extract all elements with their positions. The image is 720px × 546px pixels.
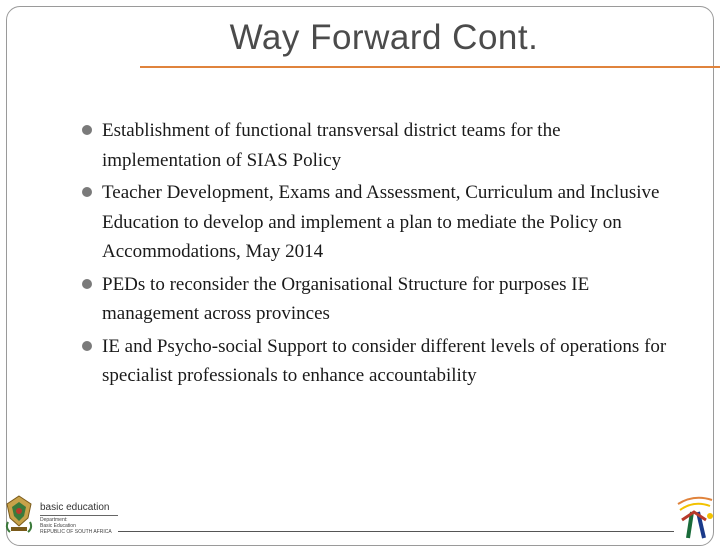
20-years-freedom-icon: [672, 490, 716, 540]
logo-name: basic education: [40, 502, 110, 513]
bullet-dot-icon: [82, 125, 92, 135]
list-item: [78, 178, 668, 267]
title-underline: [140, 66, 720, 68]
bullet-dot-icon: [82, 279, 92, 289]
list-item: [78, 332, 668, 391]
logo-divider: [40, 515, 118, 516]
footer-divider: [118, 531, 674, 532]
logo-line: Basic Education: [40, 523, 76, 529]
bullet-text: Teacher Development, Exams and Assessment, Curriculum and Inclusive Education to develop and implement a plan to mediate the Policy on Accommodations, May 2014: [102, 182, 660, 262]
slide-title: Way Forward Cont.: [229, 18, 539, 57]
coat-of-arms-icon: [4, 494, 34, 536]
list-item: [78, 116, 668, 175]
list-item: [78, 270, 668, 329]
bullet-text: PEDs to reconsider the Organisational Structure for purposes IE management across provinces: [102, 273, 590, 324]
logo-line: REPUBLIC OF SOUTH AFRICA: [40, 529, 112, 535]
bullet-dot-icon: [82, 187, 92, 197]
department-logo: [40, 502, 118, 535]
bullet-text: Establishment of functional transversal district teams for the implementation of SIAS Policy: [102, 120, 561, 171]
bullet-dot-icon: [82, 341, 92, 351]
bullet-list: [78, 116, 668, 394]
footer: [0, 488, 720, 540]
logo-line: Department:: [40, 517, 68, 523]
bullet-text: IE and Psycho-social Support to consider different levels of operations for specialist professionals to enhance accountability: [102, 335, 667, 386]
